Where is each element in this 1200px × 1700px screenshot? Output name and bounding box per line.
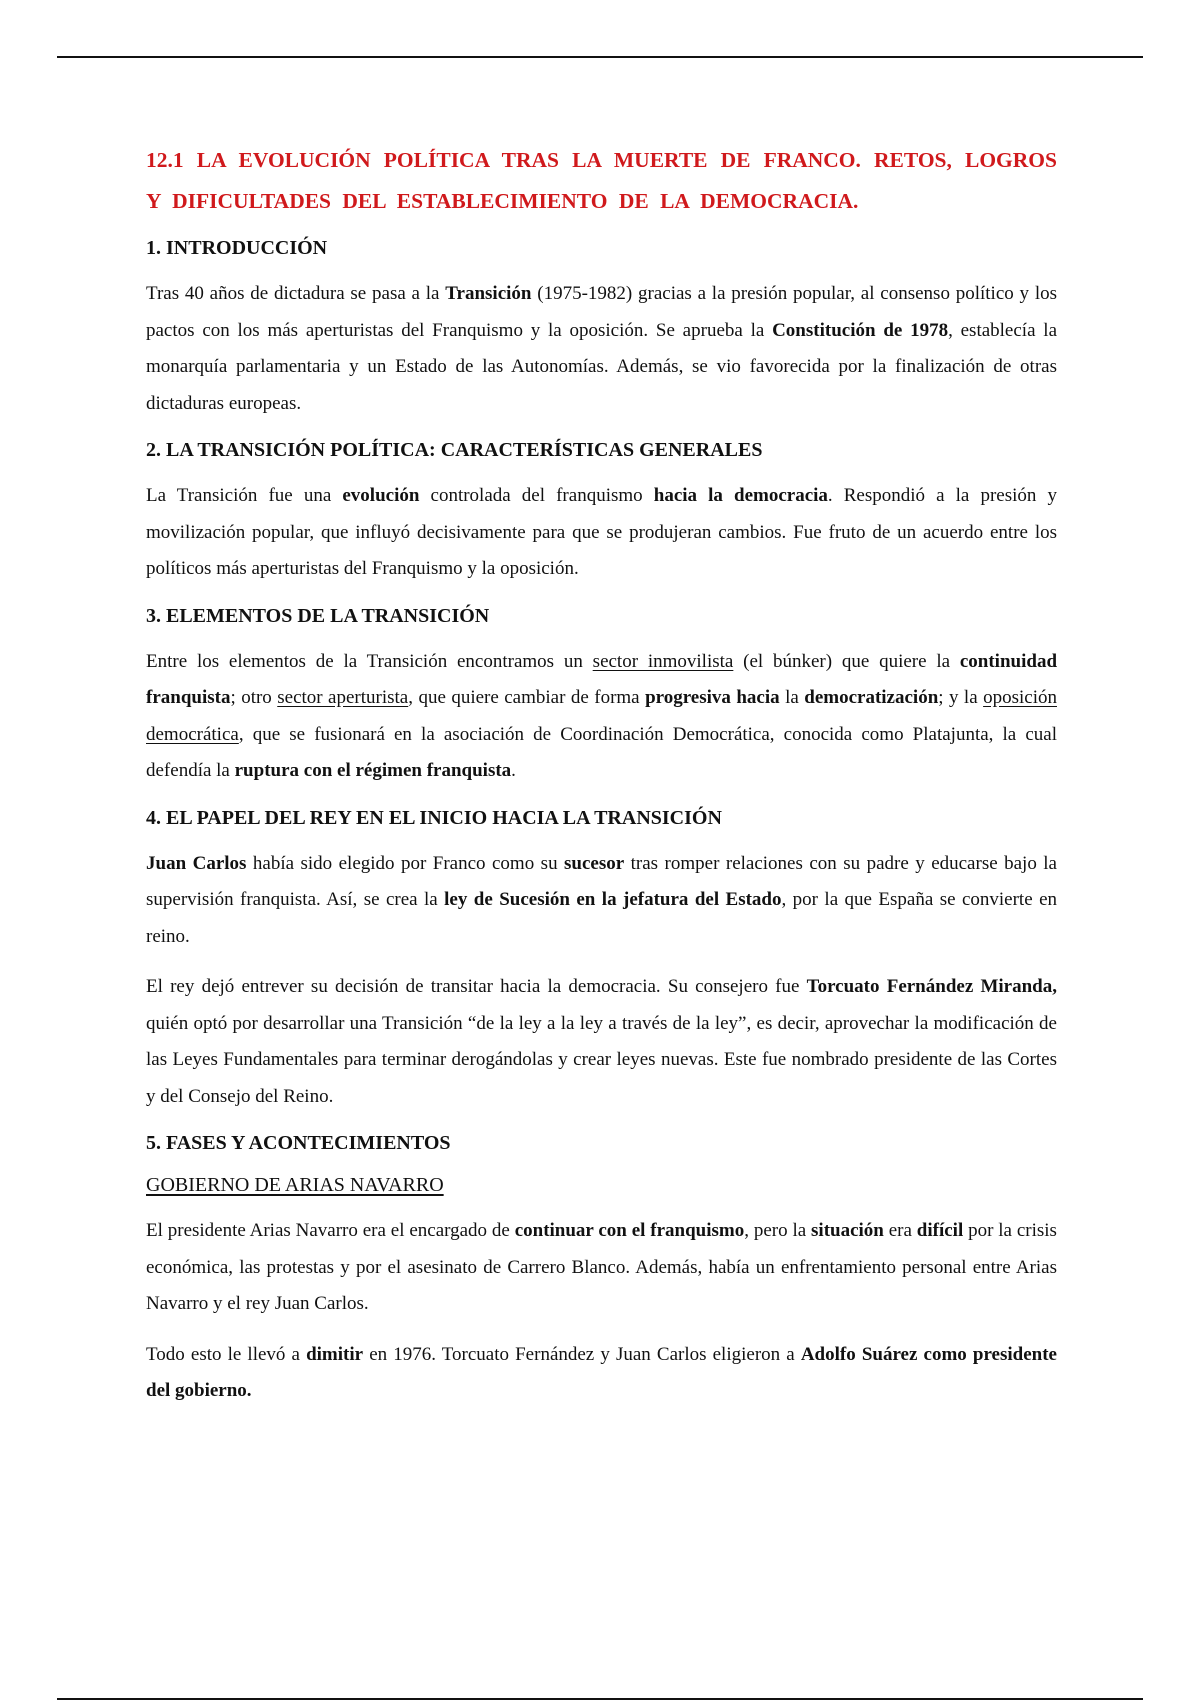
document-title: 12.1 LA EVOLUCIÓN POLÍTICA TRAS LA MUERTE DE FRANCO. RETOS, LOGROS Y DIFICULTADES DEL ESTABLECIMIENTO DE LA DEMOCRACIA.: [146, 148, 1057, 213]
paragraph-introduccion: Tras 40 años de dictadura se pasa a la Transición (1975-1982) gracias a la presión popular, al consenso político y los pactos con los más aperturistas del Franquismo y la oposición. Se aprueba la Constitución de 1978, establecía la monarquía parlamentaria y un Estado de las Autonomías. Además, se vio favorecida por la finalización de otras dictaduras europeas.: [146, 283, 1057, 414]
section-heading-introduccion: 1. INTRODUCCIÓN: [146, 237, 328, 259]
section-heading-elementos: 3. ELEMENTOS DE LA TRANSICIÓN: [146, 604, 490, 627]
top-rule: [57, 56, 1143, 58]
subheading-arias-navarro: GOBIERNO DE ARIAS NAVARRO: [146, 1174, 444, 1196]
document-body: [146, 140, 1057, 1424]
section-heading-papel-del-rey: 4. EL PAPEL DEL REY EN EL INICIO HACIA LA TRANSICIÓN: [146, 806, 722, 829]
paragraph-elementos: Entre los elementos de la Transición encontramos un sector inmovilista (el búnker) que quiere la continuidad franquista; otro sector aperturista, que quiere cambiar de forma progresiva hacia la democratización; y la oposición democrática, que se fusionará en la asociación de Coordinación Democrática, conocida como Platajunta, la cual defendía la ruptura con el régimen franquista.: [146, 650, 1058, 781]
section-heading-transicion-politica: 2. LA TRANSICIÓN POLÍTICA: CARACTERÍSTICAS GENERALES: [146, 439, 763, 461]
paragraph-transicion-politica: La Transición fue una evolución controlada del franquismo hacia la democracia. Respondió a la presión y movilización popular, que influyó decisivamente para que se produjeran cambios. Fue fruto de un acuerdo entre los políticos más aperturistas del Franquismo y la oposición.: [146, 485, 1057, 579]
paragraph-arias-navarro-1: El presidente Arias Navarro era el encargado de continuar con el franquismo, pero la situación era difícil por la crisis económica, las protestas y por el asesinato de Carrero Blanco. Además, había un enfrentamiento personal entre Arias Navarro y el rey Juan Carlos.: [146, 1220, 1057, 1314]
section-heading-fases: 5. FASES Y ACONTECIMIENTOS: [146, 1132, 451, 1154]
paragraph-papel-del-rey-2: El rey dejó entrever su decisión de transitar hacia la democracia. Su consejero fue Torcuato Fernández Miranda, quién optó por desarrollar una Transición “de la ley a la ley a través de la ley”, es decir, aprovechar la modificación de las Leyes Fundamentales para terminar derogándolas y crear leyes nuevas. Este fue nombrado presidente de las Cortes y del Consejo del Reino.: [146, 976, 1057, 1107]
paragraph-papel-del-rey-1: Juan Carlos había sido elegido por Franco como su sucesor tras romper relaciones con su padre y educarse bajo la supervisión franquista. Así, se crea la ley de Sucesión en la jefatura del Estado, por la que España se convierte en reino.: [146, 852, 1057, 947]
paragraph-arias-navarro-2: Todo esto le llevó a dimitir en 1976. Torcuato Fernández y Juan Carlos eligieron a Adolfo Suárez como presidente del gobierno.: [146, 1343, 1057, 1401]
